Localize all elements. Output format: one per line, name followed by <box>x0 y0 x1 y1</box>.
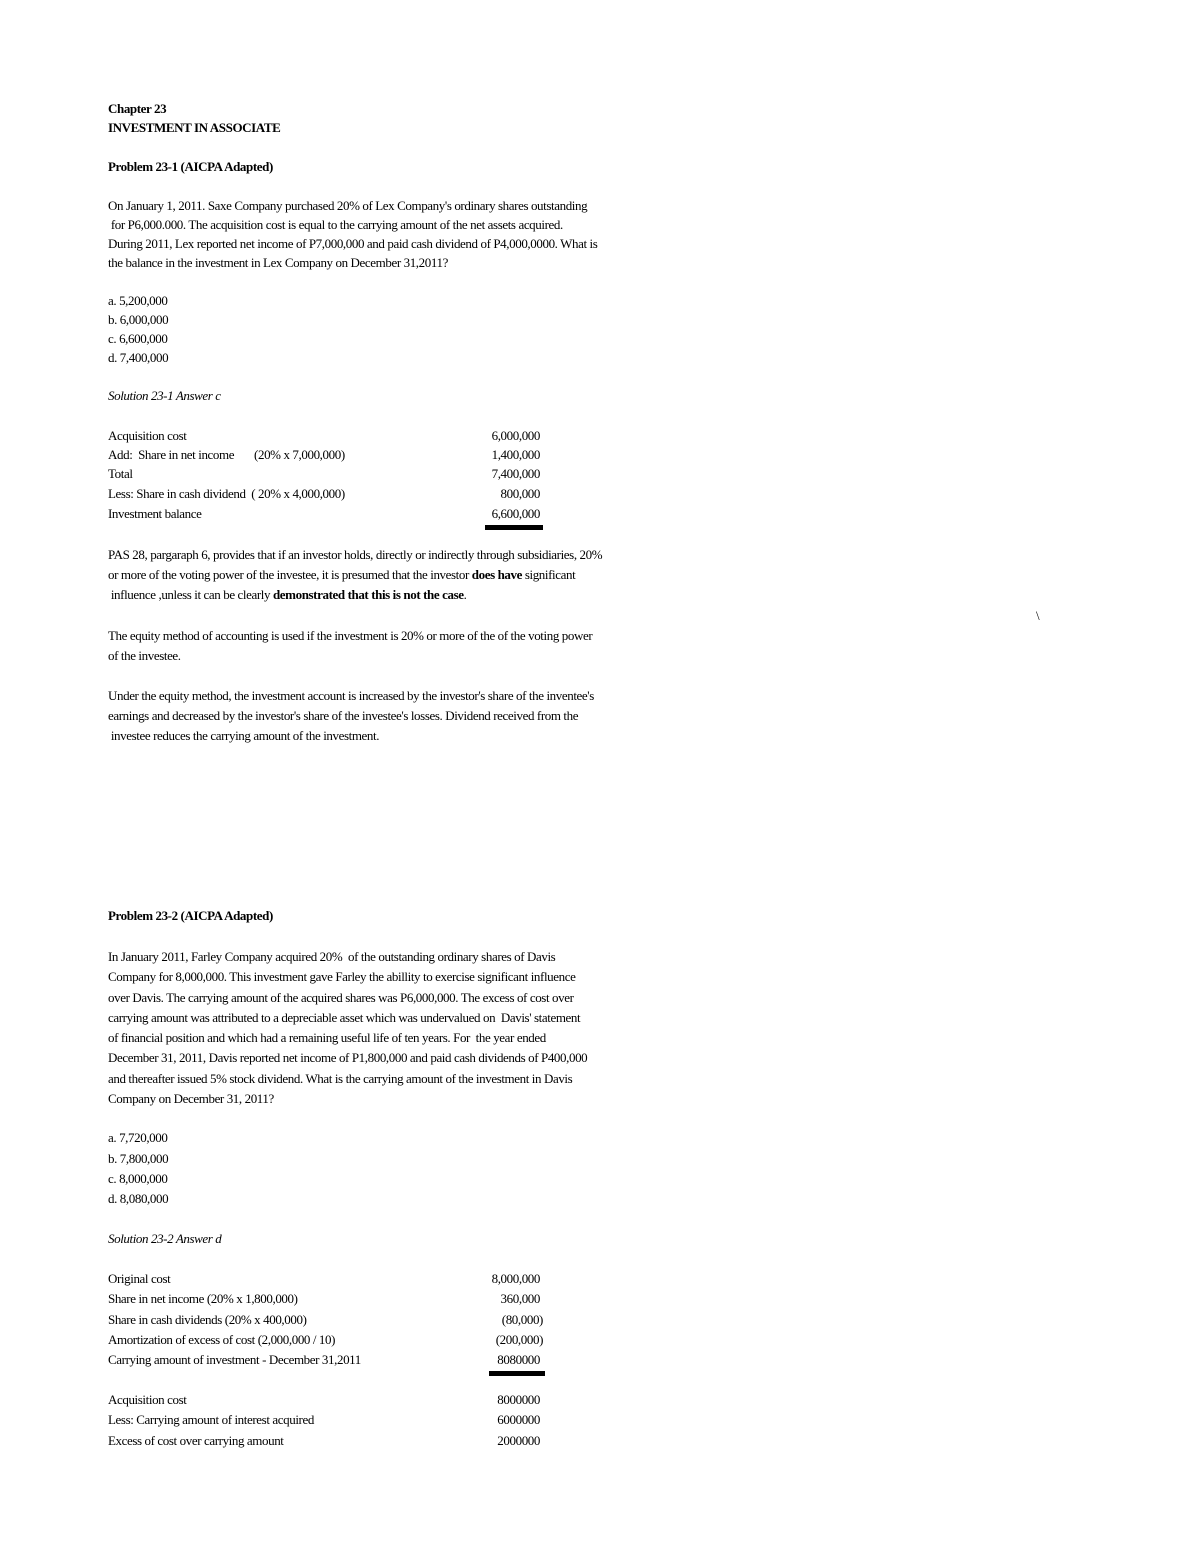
table-row-label: Less: Share in cash dividend ( 20% x 4,000,000) <box>108 486 345 501</box>
table-row-amount: 800,000 <box>500 486 540 501</box>
total-underline <box>489 1371 545 1376</box>
table-row-amount: 360,000 <box>500 1291 540 1306</box>
problem2-heading: Problem 23-2 (AICPA Adapted) <box>108 908 273 923</box>
choice-b: b. 7,800,000 <box>108 1151 169 1166</box>
problem1-text-line: During 2011, Lex reported net income of P7,000,000 and paid cash dividend of P4,000,0000. What is <box>108 236 598 251</box>
solution1-label: Solution 23-1 Answer c <box>108 388 221 403</box>
table-row-label: Add: Share in net income (20% x 7,000,000) <box>108 447 345 462</box>
chapter-title: INVESTMENT IN ASSOCIATE <box>108 120 281 135</box>
problem2-text-line: Company for 8,000,000. This investment gave Farley the abillity to exercise significant influence <box>108 969 576 984</box>
problem1-heading: Problem 23-1 (AICPA Adapted) <box>108 159 273 174</box>
problem2-text-line: December 31, 2011, Davis reported net income of P1,800,000 and paid cash dividends of P400,000 <box>108 1050 588 1065</box>
table-row-amount: 8,000,000 <box>491 1271 540 1286</box>
table-row-amount: (80,000) <box>501 1312 543 1327</box>
problem2-text-line: carrying amount was attributed to a depreciable asset which was undervalued on Davis' statement <box>108 1010 581 1025</box>
paragraph-line: investee reduces the carrying amount of the investment. <box>108 728 380 743</box>
choice-d: d. 8,080,000 <box>108 1191 169 1206</box>
choice-a: a. 7,720,000 <box>108 1130 168 1145</box>
choice-d: d. 7,400,000 <box>108 350 169 365</box>
choice-a: a. 5,200,000 <box>108 293 168 308</box>
problem2-text-line: and thereafter issued 5% stock dividend. What is the carrying amount of the investment in Davis <box>108 1071 573 1086</box>
table-row-amount: (200,000) <box>495 1332 543 1347</box>
table-row-label: Less: Carrying amount of interest acquired <box>108 1412 314 1427</box>
pas-text: significant <box>521 567 576 582</box>
table-row-label: Amortization of excess of cost (2,000,000 / 10) <box>108 1332 336 1347</box>
chapter-number: Chapter 23 <box>108 101 167 116</box>
paragraph-line: The equity method of accounting is used if the investment is 20% or more of the of the voting power <box>108 628 593 643</box>
table-row-amount: 6,000,000 <box>491 428 540 443</box>
table-row-label: Acquisition cost <box>108 1392 187 1407</box>
pas-text: or more of the voting power of the investee, it is presumed that the investor <box>108 567 472 582</box>
problem2-text-line: over Davis. The carrying amount of the acquired shares was P6,000,000. The excess of cost over <box>108 990 574 1005</box>
table-row-label: Acquisition cost <box>108 428 187 443</box>
table-row-amount: 7,400,000 <box>491 466 540 481</box>
table-row-label: Investment balance <box>108 506 202 521</box>
problem1-text-line: On January 1, 2011. Saxe Company purchased 20% of Lex Company's ordinary shares outstanding <box>108 198 588 213</box>
table-row-amount: 8000000 <box>497 1392 540 1407</box>
table-row-label: Excess of cost over carrying amount <box>108 1433 284 1448</box>
paragraph-line: earnings and decreased by the investor's share of the investee's losses. Dividend received from the <box>108 708 579 723</box>
table-row-amount: 8080000 <box>497 1352 540 1367</box>
table-row-label: Carrying amount of investment - December 31,2011 <box>108 1352 361 1367</box>
table-row-amount: 2000000 <box>497 1433 540 1448</box>
choice-c: c. 8,000,000 <box>108 1171 168 1186</box>
stray-mark: \ <box>1036 608 1040 623</box>
paragraph-line: of the investee. <box>108 648 181 663</box>
total-underline <box>485 525 543 530</box>
choice-b: b. 6,000,000 <box>108 312 169 327</box>
pas-line <box>108 565 575 585</box>
problem2-text-line: In January 2011, Farley Company acquired 20% of the outstanding ordinary shares of Davis <box>108 949 556 964</box>
choice-c: c. 6,600,000 <box>108 331 168 346</box>
table-row-label: Share in net income (20% x 1,800,000) <box>108 1291 298 1306</box>
problem1-text-line: the balance in the investment in Lex Company on December 31,2011? <box>108 255 448 270</box>
table-row-label: Original cost <box>108 1271 171 1286</box>
pas-text: . <box>463 587 467 602</box>
table-row-label: Total <box>108 466 133 481</box>
solution2-label: Solution 23-2 Answer d <box>108 1231 222 1246</box>
problem1-text-line: for P6,000.000. The acquisition cost is equal to the carrying amount of the net assets acquired. <box>108 217 563 232</box>
pas-emphasis: does have <box>471 567 522 582</box>
table-row-label: Share in cash dividends (20% x 400,000) <box>108 1312 307 1327</box>
table-row-amount: 6000000 <box>497 1412 540 1427</box>
paragraph-line: Under the equity method, the investment account is increased by the investor's share of the inventee's <box>108 688 594 703</box>
table-row-amount: 6,600,000 <box>491 506 540 521</box>
pas-text: influence ,unless it can be clearly <box>108 587 273 602</box>
pas-line: PAS 28, pargaraph 6, provides that if an investor holds, directly or indirectly through subsidiaries, 20% <box>108 547 603 562</box>
pas-line <box>108 585 466 605</box>
problem2-text-line: Company on December 31, 2011? <box>108 1091 274 1106</box>
problem2-text-line: of financial position and which had a remaining useful life of ten years. For the year ended <box>108 1030 546 1045</box>
pas-emphasis: demonstrated that this is not the case <box>272 587 464 602</box>
table-row-amount: 1,400,000 <box>491 447 540 462</box>
